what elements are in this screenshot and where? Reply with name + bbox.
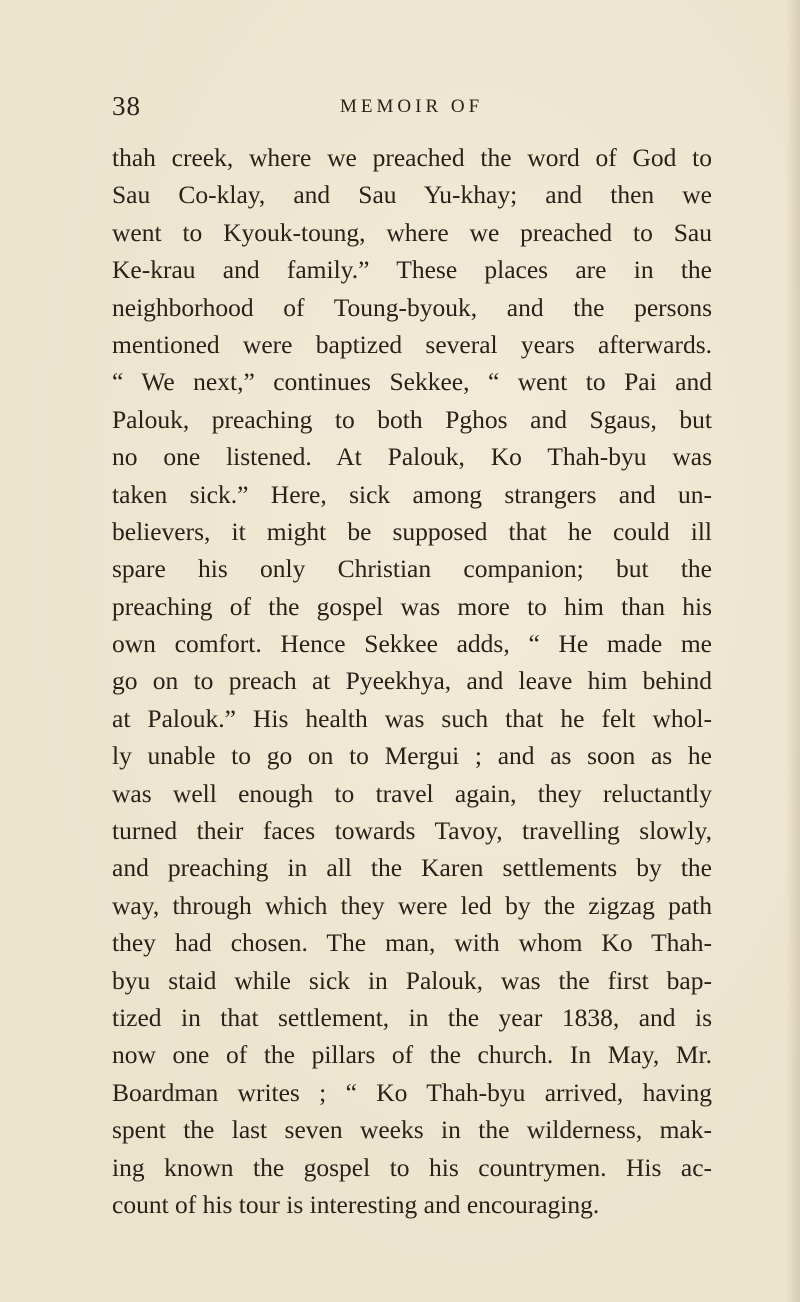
text-line: Ke-krau and family.” These places are in the [112,255,712,285]
text-line: spare his only Christian companion; but the [112,554,712,584]
running-head [112,88,712,128]
text-line: was well enough to travel again, they reluctantly [112,778,712,808]
text-line: went to Kyouk-toung, where we preached to Sau [112,217,712,247]
text-line: believers, it might be supposed that he could ill [112,516,712,546]
text-line: taken sick.” Here, sick among strangers and un- [112,479,712,509]
text-line: now one of the pillars of the church. In May, Mr. [112,1040,712,1070]
body-text [112,139,712,1223]
text-line: Boardman writes ; “ Ko Thah-byu arrived, having [112,1077,712,1107]
text-line: count of his tour is interesting and encouraging. [112,1189,600,1219]
text-line: byu staid while sick in Palouk, was the first bap- [112,965,712,995]
text-line: “ We next,” continues Sekkee, “ went to Pai and [112,367,712,397]
text-line: go on to preach at Pyeekhya, and leave him behind [112,666,712,696]
text-line: no one listened. At Palouk, Ko Thah-byu was [112,442,712,472]
text-line: own comfort. Hence Sekkee adds, “ He made me [112,629,712,659]
text-line: at Palouk.” His health was such that he felt whol- [112,703,712,733]
text-line: thah creek, where we preached the word of God to [112,143,712,172]
text-line: preaching of the gospel was more to him than his [112,591,712,621]
text-line: ly unable to go on to Mergui ; and as soon as he [112,741,712,771]
text-line: neighborhood of Toung-byouk, and the persons [112,292,712,322]
text-line: Sau Co-klay, and Sau Yu-khay; and then we [112,180,712,210]
text-line: they had chosen. The man, with whom Ko Thah- [112,928,712,958]
text-line: spent the last seven weeks in the wilderness, mak- [112,1115,712,1145]
page-number: 38 [112,91,141,121]
text-line: tized in that settlement, in the year 1838, and is [112,1002,712,1032]
running-title: MEMOIR OF [340,96,484,117]
text-line: mentioned were baptized several years afterwards. [112,329,712,359]
text-line: Palouk, preaching to both Pghos and Sgaus, but [112,404,712,434]
text-line: and preaching in all the Karen settlements by the [112,853,712,883]
page-edge-shadow [786,0,800,1302]
text-line: turned their faces towards Tavoy, travelling slowly, [112,816,712,846]
text-line: way, through which they were led by the zigzag path [112,890,712,920]
text-line: ing known the gospel to his countrymen. His ac- [112,1152,712,1182]
